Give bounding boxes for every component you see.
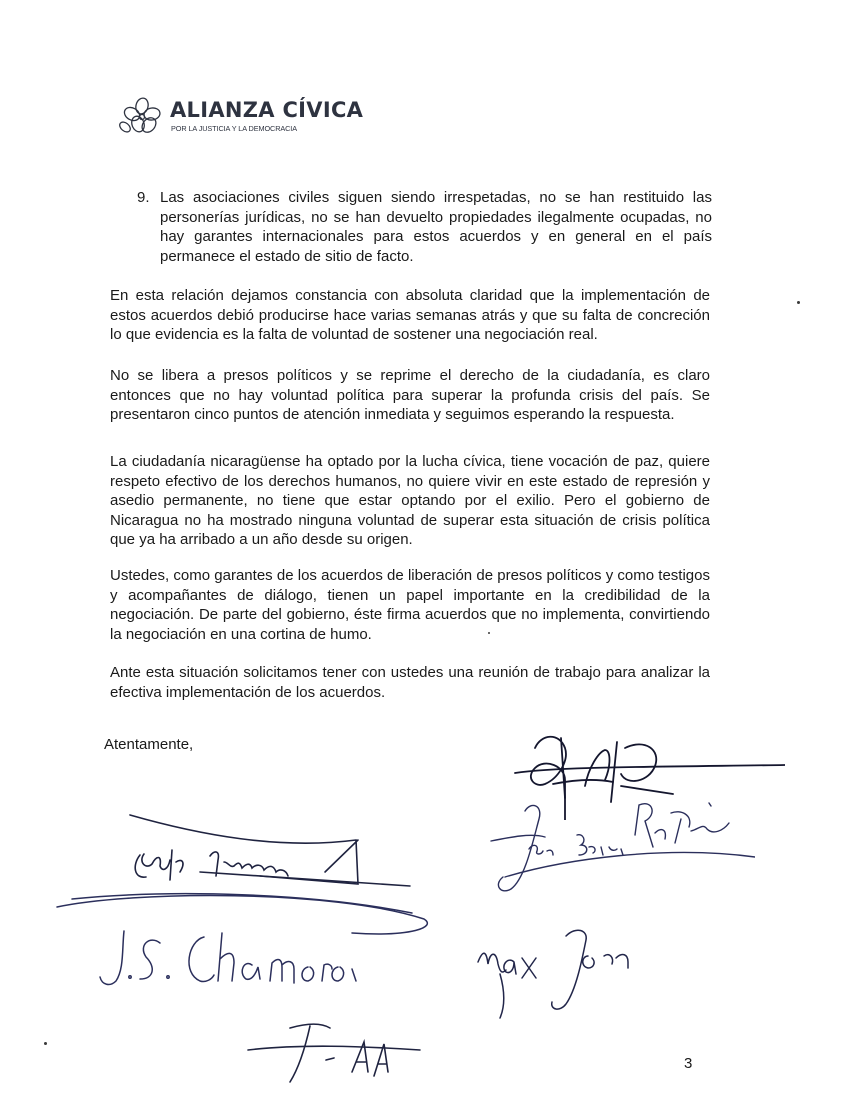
flower-logo-icon (118, 96, 164, 136)
signature-carlos-tunnermann (120, 810, 420, 895)
signature-jose-bernard-pallais (485, 795, 755, 905)
signature-js-chamorro (52, 885, 442, 1000)
org-name: ALIANZA CÍVICA (170, 98, 364, 122)
paragraph: No se libera a presos políticos y se reprime el derecho de la ciudadanía, es claro entonces que no hay voluntad política para superar la profunda crisis del país. Se presentaron cinco puntos de atención inmediata y seguimos esperando la respuesta. (110, 367, 710, 423)
letterhead (118, 94, 378, 140)
paragraph: En esta relación dejamos constancia con absoluta claridad que la implementación de estos acuerdos debió producirse hace varias semanas atrás y que su falta de concreción lo que evidencia es la falta de voluntad de sostener una negociación real. (110, 287, 710, 343)
scan-speck (44, 1042, 47, 1045)
closing-salutation: Atentamente, (104, 736, 194, 753)
paragraph: La ciudadanía nicaragüense ha optado por la lucha cívica, tiene vocación de paz, quiere respeto efectivo de los derechos humanos, no quiere vivir en este estado de represión y asedio permanente, no tiene que estar optando por el exilio. Pero el gobierno de Nicaragua no ha mostrado ninguna voluntad de superar esta situación de crisis política que ya ha arribado a un año desde su origen. (110, 453, 710, 548)
signature-max-jerez (470, 918, 640, 1026)
signature-jaa (240, 1020, 430, 1090)
list-item-text: Las asociaciones civiles siguen siendo irrespetadas, no se han restituido las personerías jurídicas, no se han devuelto propiedades ilegalmente ocupadas, no hay garantes internacionales para estos acuerdos y en general en el país permanece el estado de sitio de facto. (160, 189, 712, 265)
list-item (137, 188, 712, 266)
page-number: 3 (684, 1055, 693, 1072)
scan-speck (488, 632, 490, 634)
scan-speck (797, 301, 800, 304)
list-item-number: 9. (137, 189, 150, 206)
paragraph: Ustedes, como garantes de los acuerdos de liberación de presos políticos y como testigos y acompañantes de diálogo, tienen un papel importante en la credibilidad de la negociación. De parte del gobierno, éste firma acuerdos que no implementa, convirtiendo la negociación en una cortina de humo. (110, 567, 710, 643)
org-tagline: POR LA JUSTICIA Y LA DEMOCRACIA (171, 124, 297, 133)
paragraph: Ante esta situación solicitamos tener con ustedes una reunión de trabajo para analizar la efectiva implementación de los acuerdos. (110, 664, 710, 701)
